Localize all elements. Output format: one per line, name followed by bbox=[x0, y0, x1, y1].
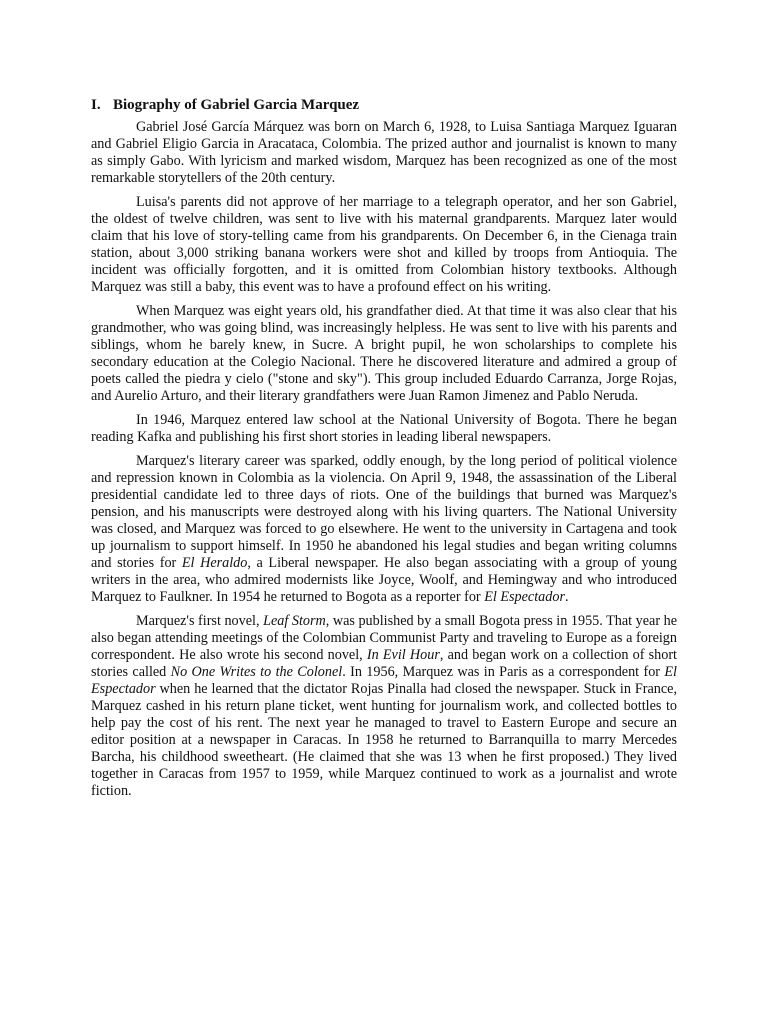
paragraph bbox=[91, 119, 677, 187]
paragraph bbox=[91, 412, 677, 446]
text-run: Gabriel José García Márquez was born on March 6, 1928, to Luisa Santiaga Marquez Iguaran and Gabriel Eligio Garcia in Aracataca, Colombia. The prized author and journalist is known to many as simply Gabo. With lyricism and marked wisdom, Marquez has been recognized as one of the most remarkable storytellers of the 20th century. bbox=[91, 119, 677, 186]
section-number: I. bbox=[91, 97, 101, 113]
text-run: Luisa's parents did not approve of her marriage to a telegraph operator, and her son Gabriel, the oldest of twelve children, was sent to live with his maternal grandparents. Marquez later would claim that his love of story-telling came from his grandparents. On December 6, in the Cienaga train station, about 3,000 striking banana workers were shot and killed by troops from Antioquia. The incident was officially forgotten, and it is omitted from Colombian history textbooks. Although Marquez was still a baby, this event was to have a profound effect on his writing. bbox=[91, 194, 677, 295]
body-text bbox=[91, 119, 677, 800]
italic-title: El Heraldo bbox=[181, 555, 248, 571]
paragraph bbox=[91, 194, 677, 296]
italic-title: No One Writes to the Colonel bbox=[170, 664, 343, 680]
section-heading bbox=[91, 96, 677, 115]
italic-title: El Espectador bbox=[484, 589, 565, 605]
text-run: Marquez's first novel, bbox=[136, 613, 264, 629]
text-run: . In 1956, Marquez was in Paris as a correspondent for bbox=[342, 664, 665, 680]
text-run: when he learned that the dictator Rojas Pinalla had closed the newspaper. Stuck in France, Marquez cashed in his return plane ticket, went hunting for journalism work, and collected bottles to help pay the cost of his rent. The next year he managed to travel to Eastern Europe and secure an editor position at a newspaper in Caracas. In 1958 he returned to Barranquilla to marry Mercedes Barcha, his childhood sweetheart. (He claimed that she was 13 when he first proposed.) They lived together in Caracas from 1957 to 1959, while Marquez continued to work as a journalist and wrote fiction. bbox=[91, 681, 677, 799]
text-run: . bbox=[564, 589, 569, 605]
italic-title: In Evil Hour bbox=[366, 647, 440, 663]
document-page bbox=[91, 96, 677, 807]
italic-title: El Espectador bbox=[91, 664, 677, 697]
text-run: Marquez's literary career was sparked, oddly enough, by the long period of political violence and repression known in Colombia as la violencia. On April 9, 1948, the assassination of the Liberal presidential candidate led to three days of riots. One of the buildings that burned was Marquez's pension, and his manuscripts were destroyed along with his living quarters. The National University was closed, and Marquez was forced to go elsewhere. He went to the university in Cartagena and took up journalism to support himself. In 1950 he abandoned his legal studies and began writing columns and stories for bbox=[91, 453, 677, 571]
text-run: , and began work on a collection of short stories called bbox=[91, 647, 677, 680]
text-run: In 1946, Marquez entered law school at the National University of Bogota. There he began reading Kafka and publishing his first short stories in leading liberal newspapers. bbox=[91, 412, 677, 445]
paragraph bbox=[91, 613, 677, 800]
italic-title: Leaf Storm bbox=[263, 613, 326, 629]
text-run: , a Liberal newspaper. He also began associating with a group of young writers in the area, who admired modernists like Joyce, Woolf, and Hemingway and who introduced Marquez to Faulkner. In 1954 he returned to Bogota as a reporter for bbox=[91, 555, 677, 605]
paragraph bbox=[91, 453, 677, 606]
text-run: When Marquez was eight years old, his grandfather died. At that time it was also clear that his grandmother, who was going blind, was increasingly helpless. He was sent to live with his parents and siblings, whom he barely knew, in Sucre. A bright pupil, he won scholarships to complete his secondary education at the Colegio Nacional. There he discovered literature and admired a group of poets called the piedra y cielo ("stone and sky"). This group included Eduardo Carranza, Jorge Rojas, and Aurelio Arturo, and their literary grandfathers were Juan Ramon Jimenez and Pablo Neruda. bbox=[91, 303, 677, 404]
section-title: Biography of Gabriel Garcia Marquez bbox=[113, 97, 360, 113]
paragraph bbox=[91, 303, 677, 405]
text-run: , was published by a small Bogota press in 1955. That year he also began attending meetings of the Colombian Communist Party and traveling to Europe as a foreign correspondent. He also wrote his second novel, bbox=[91, 613, 677, 663]
